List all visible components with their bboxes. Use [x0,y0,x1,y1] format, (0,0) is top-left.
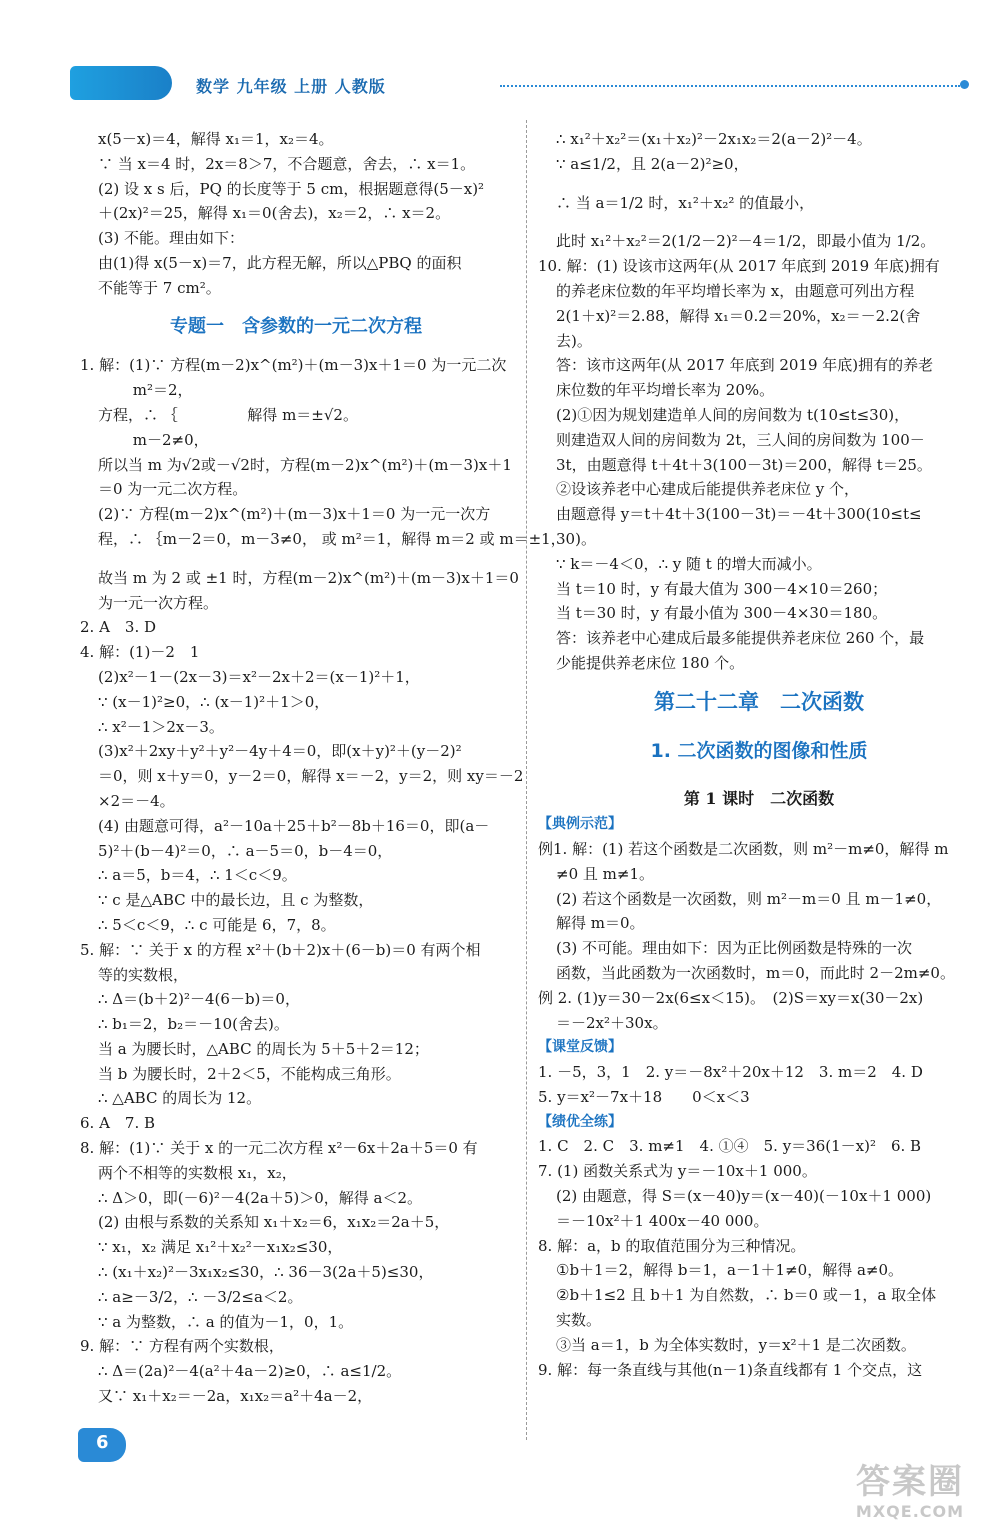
spacer [80,301,512,315]
text-line: 的养老床位数的年平均增长率为 x，由题意可列出方程 [556,281,915,300]
text-line: (2)①因为规划建造单人间的房间数为 t(10≤t≤30)， [556,405,910,424]
text-line: 去)。 [556,331,592,350]
text-line: 此时 x₁²＋x₂²＝2(1/2－2)²－4＝1/2，即最小值为 1/2。 [556,232,936,251]
watermark-url: MXQE.COM [855,1502,965,1521]
text-line: 1. C 2. C 3. m≠1 4. ①④ 5. y＝36(1－x)² 6. B [538,1137,922,1156]
text-line: ∴ 5＜c＜9，∴ c 可能是 6，7，8。 [98,915,336,934]
text-line: 程，∴ ｛m－2＝0，m－3≠0， 或 m²＝1，解得 m＝2 或 m＝±1， [98,529,566,548]
text-line: ＋(2x)²＝25，解得 x₁＝0(舍去)，x₂＝2，∴ x＝2。 [98,204,451,223]
text-line: ∴ (x₁＋x₂)²－3x₁x₂≤30，∴ 36－3(2a＋5)≤30， [98,1263,434,1282]
text-line: 当 b 为腰长时，2＋2＜5，不能构成三角形。 [98,1064,401,1083]
header-badge [70,66,172,100]
text-line: 方程，∴ ｛ 解得 m＝±√2。 [98,405,358,424]
header-dotted-rule [500,85,960,87]
text-line: 9. 解：每一条直线与其他(n－1)条直线都有 1 个交点，这 [538,1360,923,1379]
text-line: (2)∵ 方程(m－2)x^(m²)＋(m－3)x＋1＝0 为一元一次方 [98,505,491,524]
text-line: 当 t＝10 时，y 有最大值为 300－4×10＝260； [556,579,888,598]
text-line: ∵ a≤1/2，且 2(a－2)²≥0， [556,154,749,173]
text-line: (3)x²＋2xy＋y²＋y²－4y＋4＝0，即(x＋y)²＋(y－2)² [98,742,462,761]
spacer [538,715,980,739]
text-line: (2) 设 x s 后，PQ 的长度等于 5 cm，根据题意得(5－x)² [98,179,485,198]
text-line: 当 a 为腰长时，△ABC 的周长为 5＋5＋2＝12； [98,1039,429,1058]
spacer [80,552,512,566]
text-line: 等的实数根， [98,965,189,984]
text-line: ∵ c 是△ABC 中的最长边，且 c 为整数， [98,891,374,910]
page-header [70,66,975,110]
watermark [830,1462,990,1530]
text-line: 8. 解：(1)∵ 关于 x 的一元二次方程 x²－6x＋2a＋5＝0 有 [80,1139,478,1158]
header-end-dot [960,80,969,89]
text-line: 2(1＋x)²＝2.88，解得 x₁＝0.2＝20%，x₂＝－2.2(舍 [556,306,921,325]
text-line: ×2＝－4。 [98,791,175,810]
text-line: 4. 解：(1)－2 1 [80,643,200,662]
text-line: ≠0 且 m≠1。 [556,864,654,883]
text-line: 2. A 3. D [80,618,157,637]
text-line: 不能等于 7 cm²。 [98,278,221,297]
text-line: ＝－10x²＋1 400x－40 000。 [556,1211,769,1230]
text-line: ∴ b₁＝2，b₂＝－10(舍去)。 [98,1015,289,1034]
text-line: 例 2. (1)y＝30－2x(6≤x＜15)。 (2)S＝xy＝x(30－2x) [538,988,924,1007]
text-line: (3) 不可能。理由如下：因为正比例函数是特殊的一次 [556,939,913,958]
text-line: ∵ a 为整数，∴ a 的值为－1，0，1。 [98,1312,354,1331]
spacer [538,763,980,787]
text-line: ∴ x²－1＞2x－3。 [98,717,224,736]
text-line: 6. A 7. B [80,1114,156,1133]
text-line: ∴ a＝5，b＝4，∴ 1＜c＜9。 [98,866,297,885]
header-title: 数学 九年级 上册 人教版 [196,77,386,96]
text-line: ①b＋1＝2，解得 b＝1，a－1＋1≠0，解得 a≠0。 [556,1261,904,1280]
right-column [538,127,980,1382]
text-line: ②设该养老中心建成后能提供养老床位 y 个， [556,480,860,499]
section-heading: 专题一 含参数的一元二次方程 [170,315,422,337]
text-line: ∴ Δ＞0，即(－6)²－4(2a＋5)＞0，解得 a＜2。 [98,1188,423,1207]
text-line: ②b＋1≤2 且 b＋1 为自然数，∴ b＝0 或－1，a 取全体 [556,1286,937,1305]
text-line: ∴ 当 a＝1/2 时，x₁²＋x₂² 的值最小， [556,193,815,212]
text-line: 两个不相等的实数根 x₁，x₂， [98,1163,297,1182]
text-line: 答：该市这两年(从 2017 年底到 2019 年底)拥有的养老 [556,356,934,375]
text-line: (2)x²－1－(2x－3)＝x²－2x＋2＝(x－1)²＋1， [98,667,420,686]
text-line: 故当 m 为 2 或 ±1 时，方程(m－2)x^(m²)＋(m－3)x＋1＝0 [98,568,519,587]
text-line: ∴ Δ＝(b＋2)²－4(6－b)＝0， [98,990,300,1009]
text-line: 为一元一次方程。 [98,593,219,612]
column-divider [526,120,527,1440]
text-line: 例1. 解：(1) 若这个函数是二次函数，则 m²－m≠0，解得 m [538,839,949,858]
text-line: 实数。 [556,1311,602,1330]
text-line: 5. 解：∵ 关于 x 的方程 x²＋(b＋2)x＋(6－b)＝0 有两个相 [80,940,481,959]
text-line: 则建造双人间的房间数为 2t，三人间的房间数为 100－ [556,430,925,449]
text-line: ∵ k＝－4＜0，∴ y 随 t 的增大而减小。 [556,554,822,573]
text-line: 床位数的年平均增长率为 20%。 [556,381,775,400]
text-line: 30)。 [556,529,596,548]
text-line: 7. (1) 函数关系式为 y＝－10x＋1 000。 [538,1162,817,1181]
section-heading: 第二十二章 二次函数 [654,689,864,714]
text-line: ∴ x₁²＋x₂²＝(x₁＋x₂)²－2x₁x₂＝2(a－2)²－4。 [556,130,872,148]
text-line: 解得 m＝0。 [556,914,645,933]
text-line: ＝0，则 x＋y＝0，y－2＝0，解得 x＝－2，y＝2，则 xy＝－2 [98,767,524,786]
text-line: (2) 由根与系数的关系知 x₁＋x₂＝6，x₁x₂＝2a＋5， [98,1213,450,1232]
text-line: ∵ 当 x＝4 时，2x＝8＞7，不合题意，舍去，∴ x＝1。 [98,154,476,173]
left-column [80,127,566,1409]
text-line: 9. 解：∵ 方程有两个实数根， [80,1337,284,1356]
text-line: 又∵ x₁＋x₂＝－2a，x₁x₂＝a²＋4a－2， [98,1387,373,1406]
text-line: (4) 由题意可得，a²－10a＋25＋b²－8b＋16＝0，即(a－ [98,816,490,835]
section-tag: 【绩优全练】 [538,1113,622,1130]
text-line: 所以当 m 为√2或－√2时，方程(m－2)x^(m²)＋(m－3)x＋1 [98,455,512,474]
text-line: 10. 解：(1) 设该市这两年(从 2017 年底到 2019 年底)拥有 [538,257,940,276]
text-line: 5)²＋(b－4)²＝0，∴ a－5＝0，b－4＝0， [98,841,393,860]
watermark-logo-text: 答案圈 [856,1462,964,1502]
text-line: 3t，由题意得 t＋4t＋3(100－3t)＝200，解得 t＝25。 [556,455,932,474]
text-line: ＝0 为一元二次方程。 [98,480,248,499]
text-line: ∴ △ABC 的周长为 12。 [98,1089,262,1108]
text-line: 由(1)得 x(5－x)＝7，此方程无解，所以△PBQ 的面积 [98,253,462,272]
text-line: (3) 不能。理由如下： [98,229,245,248]
text-line: 答：该养老中心建成后最多能提供养老床位 260 个，最 [556,629,925,648]
text-line: ＝－2x²＋30x。 [556,1013,668,1032]
lesson-heading: 第 1 课时 二次函数 [683,789,835,809]
section-tag: 【典例示范】 [538,816,622,833]
text-line: 函数，当此函数为一次函数时，m＝0，而此时 2－2m≠0。 [556,963,955,982]
text-line: 1. 解：(1)∵ 方程(m－2)x^(m²)＋(m－3)x＋1＝0 为一元二次 [80,356,507,375]
text-line: (2) 若这个函数是一次函数，则 m²－m＝0 且 m－1≠0， [556,889,942,908]
text-line: 少能提供养老床位 180 个。 [556,653,745,672]
text-line: (2) 由题意，得 S＝(x－40)y＝(x－40)(－10x＋1 000) [556,1187,932,1206]
text-line: ∴ a≥－3/2，∴ －3/2≤a＜2。 [98,1287,303,1306]
spacer [80,339,512,353]
text-line: ∴ Δ＝(2a)²－4(a²＋4a－2)≥0，∴ a≤1/2。 [98,1362,402,1381]
text-line: 5. y＝x²－7x＋18 0＜x＜3 [538,1087,750,1106]
spacer [538,177,980,191]
section-tag: 【课堂反馈】 [538,1039,622,1056]
text-line: ∵ x₁，x₂ 满足 x₁²＋x₂²－x₁x₂≤30， [98,1238,343,1257]
text-line: ∵ (x－1)²≥0，∴ (x－1)²＋1＞0， [98,692,330,711]
text-line: m²＝2， [98,381,193,400]
section-heading: 1. 二次函数的图像和性质 [650,739,868,762]
spacer [538,676,980,690]
text-line: 由题意得 y＝t＋4t＋3(100－3t)＝－4t＋300(10≤t≤ [556,505,922,524]
text-line: 1. －5，3，1 2. y＝－8x²＋20x＋12 3. m＝2 4. D [538,1063,923,1082]
text-line: m－2≠0， [98,430,209,449]
text-line: 8. 解：a，b 的取值范围分为三种情况。 [538,1236,806,1255]
text-line: 当 t＝30 时，y 有最小值为 300－4×30＝180。 [556,604,888,623]
text-line: ③当 a＝1，b 为全体实数时，y＝x²＋1 是二次函数。 [556,1335,916,1354]
page-number: 6 [96,1432,109,1453]
text-line: x(5－x)＝4，解得 x₁＝1，x₂＝4。 [98,130,334,148]
spacer [538,215,980,229]
